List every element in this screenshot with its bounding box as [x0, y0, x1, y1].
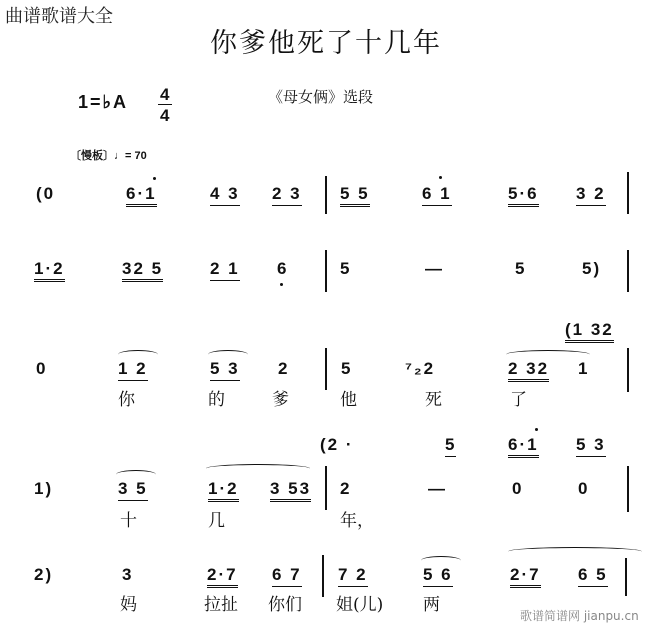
barline: [627, 466, 629, 512]
note: 2 1: [210, 260, 240, 281]
note: 5: [515, 259, 527, 278]
lyric: 你: [118, 390, 135, 410]
note-above: (1 32: [565, 321, 614, 343]
barline: [627, 250, 629, 292]
note-above: 5: [445, 436, 456, 457]
octave-dot: [535, 428, 538, 431]
note: 2: [278, 359, 290, 378]
note: 2 32: [508, 360, 549, 382]
dash: —: [428, 479, 447, 498]
note: 5: [340, 259, 352, 278]
site-watermark: 曲谱歌谱大全: [5, 6, 113, 27]
slur: [208, 350, 248, 359]
lyric: 他: [340, 390, 357, 410]
note: 6·1: [126, 185, 157, 207]
note: 2: [340, 479, 352, 498]
note: 5 5: [340, 185, 370, 207]
note: 5: [341, 359, 353, 378]
dash: —: [425, 259, 444, 278]
grace-note: ⁷₂2: [405, 359, 436, 378]
note: 1·2: [34, 260, 65, 282]
note: 6: [277, 259, 289, 278]
note: 1·2: [208, 480, 239, 502]
note: 2·7: [510, 566, 541, 588]
note: 3: [122, 565, 134, 584]
lyric: 几: [208, 511, 225, 531]
song-title: 你爹他死了十几年: [210, 28, 442, 59]
slur: [118, 350, 158, 359]
lyric: 了: [510, 390, 527, 410]
barline: [627, 172, 629, 214]
lyric: 爹: [272, 390, 289, 410]
tempo: 〔慢板〕♩= 70: [70, 150, 147, 162]
time-divider: [158, 104, 172, 105]
lyric: 两: [423, 595, 440, 615]
barline: [627, 348, 629, 392]
note: 1 2: [118, 360, 148, 381]
barline: [325, 348, 327, 390]
note-above: (2 ·: [320, 435, 354, 454]
note: 6 7: [272, 566, 302, 587]
note-above: 5 3: [576, 436, 606, 457]
octave-dot: [280, 283, 283, 286]
slur: [506, 350, 590, 359]
note: 32 5: [122, 260, 163, 282]
note: 5 6: [423, 566, 453, 587]
verse-marker: 1): [34, 479, 54, 498]
subtitle: 《母女俩》选段: [268, 88, 374, 106]
note: 0: [512, 479, 524, 498]
note: 6 5: [578, 566, 608, 587]
note: 6 1: [422, 185, 452, 206]
note-above: 6·1: [508, 436, 539, 458]
note: 0: [578, 479, 590, 498]
barline: [325, 466, 327, 510]
slur: [421, 556, 461, 565]
site-watermark-bottom: 歌谱简谱网 jianpu.cn: [520, 609, 639, 623]
time-top: 4: [160, 85, 172, 104]
barline: [325, 250, 327, 292]
note: 0: [36, 359, 48, 378]
lyric: 你们: [268, 595, 302, 615]
slur: [116, 470, 156, 479]
lyric: 妈: [120, 595, 137, 615]
lyric: 的: [208, 390, 225, 410]
slur: [206, 464, 310, 473]
note: 1: [578, 359, 590, 378]
time-bottom: 4: [160, 106, 172, 125]
note: 5 3: [210, 360, 240, 381]
note: 4 3: [210, 185, 240, 206]
note: 2·7: [207, 566, 238, 588]
note: 3 53: [270, 480, 311, 502]
lyric: 年，: [340, 511, 374, 531]
note: 5·6: [508, 185, 539, 207]
lyric: 姐(儿): [336, 595, 384, 615]
octave-dot: [439, 176, 442, 179]
octave-dot: [153, 177, 156, 180]
note: 7 2: [338, 566, 368, 587]
barline: [625, 558, 627, 596]
barline: [325, 176, 327, 214]
note: 3 5: [118, 480, 148, 501]
note: 5): [582, 259, 602, 278]
lyric: 死: [425, 390, 442, 410]
barline: [322, 555, 324, 597]
verse-marker: 2): [34, 565, 54, 584]
lyric: 十: [120, 511, 137, 531]
note: 3 2: [576, 185, 606, 206]
key-signature: 1=♭A: [78, 92, 129, 112]
lyric: 拉扯: [204, 595, 238, 615]
slur: [508, 547, 642, 556]
note: 2 3: [272, 185, 302, 206]
note: (0: [36, 184, 56, 203]
